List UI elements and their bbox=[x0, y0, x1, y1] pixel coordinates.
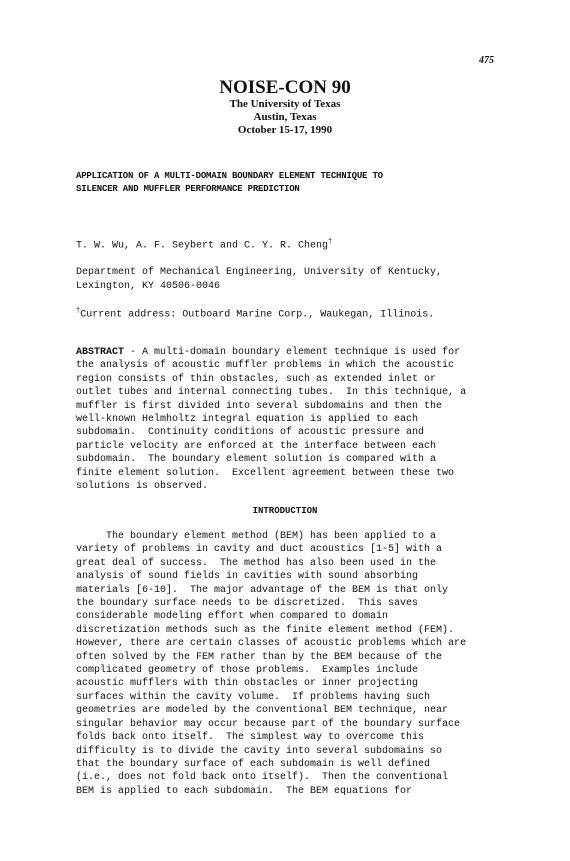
conference-title: NOISE-CON 90 bbox=[219, 77, 351, 98]
intro-line: acoustic mufflers with thin obstacles or inner projecting bbox=[76, 678, 419, 690]
intro-line: The boundary element method (BEM) has been applied to a bbox=[76, 531, 437, 542]
abstract-line: well-known Helmholtz integral equation is applied to each bbox=[76, 414, 419, 426]
intro-line: variety of problems in cavity and duct acoustics [1-5] with a bbox=[76, 544, 443, 556]
intro-line: great deal of success. The method has also been used in the bbox=[76, 557, 437, 569]
intro-line: singular behavior may occur because part of the boundary surface bbox=[76, 718, 461, 730]
intro-line: discretization methods such as the finite element method (FEM). bbox=[76, 624, 455, 636]
intro-line: BEM is applied to each subdomain. The BEM equations for bbox=[76, 785, 413, 797]
intro-line: However, there are certain classes of acoustic problems which are bbox=[76, 638, 467, 650]
current-address-mark: † bbox=[76, 307, 81, 315]
current-address-text: Current address: Outboard Marine Corp., Waukegan, Illinois. bbox=[80, 309, 435, 321]
page-number: 475 bbox=[479, 55, 494, 66]
authors bbox=[76, 238, 332, 251]
paper-title bbox=[76, 170, 383, 196]
intro-line: analysis of sound fields in cavities with sound absorbing bbox=[76, 571, 419, 583]
abstract-line: the analysis of acoustic muffler problems in which the acoustic bbox=[76, 360, 455, 372]
abstract-text: - A multi-domain boundary element technique is used for bbox=[124, 347, 461, 358]
abstract bbox=[76, 346, 496, 493]
introduction-body bbox=[76, 530, 496, 798]
intro-line: considerable modeling effort when compared to domain bbox=[76, 611, 389, 623]
current-address bbox=[76, 307, 434, 320]
abstract-line: finite element solution. Excellent agreement between these two bbox=[76, 467, 455, 479]
conference-dates: October 15-17, 1990 bbox=[237, 124, 333, 136]
abstract-line: subdomain. Continuity conditions of acoustic pressure and bbox=[76, 427, 425, 439]
intro-line: complicated geometry of those problems. Examples include bbox=[76, 665, 419, 677]
abstract-line bbox=[76, 346, 496, 359]
abstract-line: particle velocity are enforced at the interface between each bbox=[76, 440, 437, 452]
abstract-label: ABSTRACT bbox=[76, 347, 125, 358]
intro-line: folds back onto itself. The simplest way to overcome this bbox=[76, 732, 425, 744]
intro-line: (i.e., does not fold back onto itself). Then the conventional bbox=[76, 772, 449, 784]
conference-venue: The University of Texas bbox=[229, 98, 341, 110]
introduction-heading: INTRODUCTION bbox=[252, 506, 318, 516]
affiliation-line: Department of Mechanical Engineering, University of Kentucky, bbox=[76, 267, 443, 278]
abstract-line: solutions is observed. bbox=[76, 481, 209, 493]
intro-line: often solved by the FEM rather than by the BEM because of the bbox=[76, 651, 443, 663]
intro-line: materials [6-10]. The major advantage of the BEM is that only bbox=[76, 584, 449, 596]
author-footnote-mark: † bbox=[328, 238, 333, 246]
affiliation-line: Lexington, KY 40506-0046 bbox=[76, 280, 221, 292]
intro-line: the boundary surface needs to be discretized. This saves bbox=[76, 598, 419, 610]
abstract-line: muffler is first divided into several subdomains and then the bbox=[76, 400, 443, 412]
intro-line: geometries are modeled by the conventional BEM technique, near bbox=[76, 705, 449, 717]
intro-line: surfaces within the cavity volume. If problems having such bbox=[76, 691, 431, 703]
conference-header bbox=[0, 78, 570, 137]
author-names: T. W. Wu, A. F. Seybert and C. Y. R. Cheng bbox=[76, 240, 329, 252]
intro-line: difficulty is to divide the cavity into several subdomains so bbox=[76, 745, 443, 757]
affiliation bbox=[76, 266, 442, 293]
paper-title-line: APPLICATION OF A MULTI-DOMAIN BOUNDARY ELEMENT TECHNIQUE TO bbox=[76, 171, 383, 181]
abstract-line: region consists of thin obstacles, such as extended inlet or bbox=[76, 373, 437, 385]
abstract-line: subdomain. The boundary element solution is compared with a bbox=[76, 454, 437, 466]
abstract-line: outlet tubes and internal connecting tubes. In this technique, a bbox=[76, 387, 467, 399]
intro-line: that the boundary surface of each subdomain is well defined bbox=[76, 758, 431, 770]
paper-title-line: SILENCER AND MUFFLER PERFORMANCE PREDICTION bbox=[76, 184, 300, 194]
conference-city: Austin, Texas bbox=[253, 111, 317, 123]
